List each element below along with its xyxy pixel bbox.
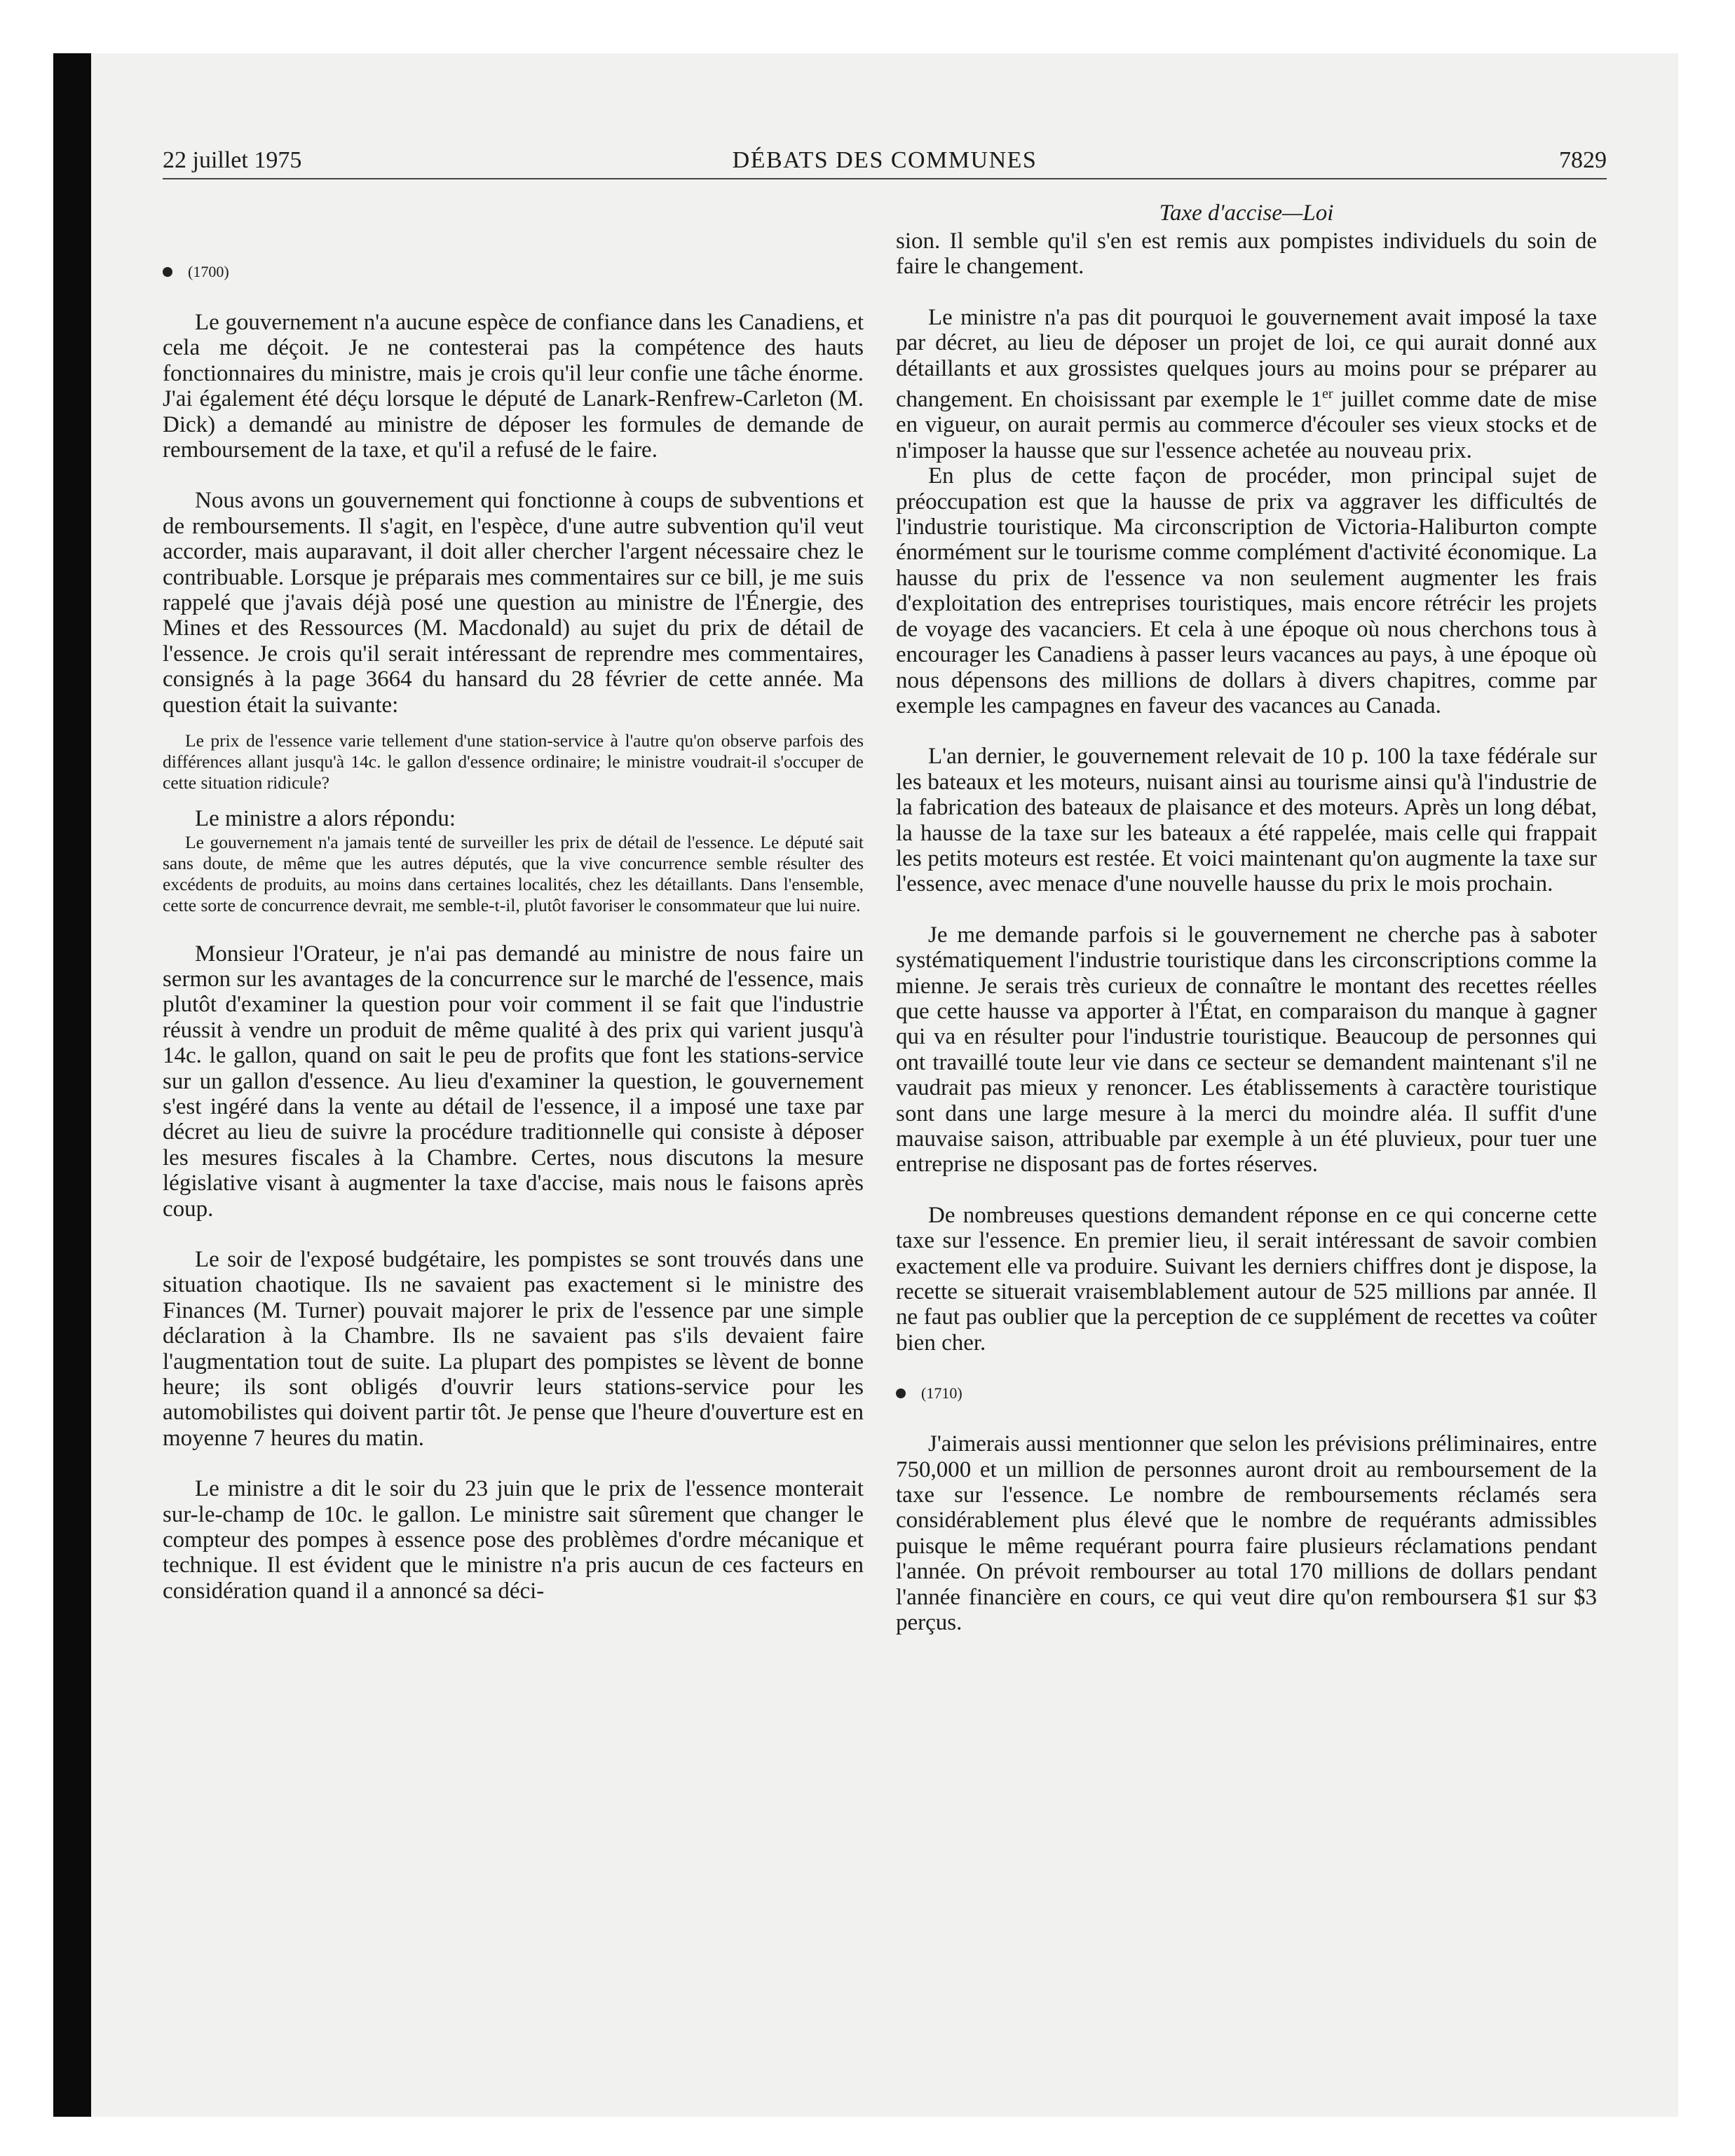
right-column (896, 199, 1597, 1636)
time-marker-text: (1710) (921, 1384, 962, 1403)
paragraph: Le gouvernement n'a aucune espèce de confiance dans les Canadiens, et cela me déçoit. Je ne contesterai pas la compétence des hauts fonctionnaires du ministre, mais je crois qu'il leur confie une tâche énorme. J'ai également été déçu lorsque le député de Lanark-Renfrew-Carleton (M. Dick) a demandé au ministre de déposer les formules de demande de remboursement de la taxe, et qu'il a refusé de le faire. (163, 310, 864, 463)
paragraph: Le soir de l'exposé budgétaire, les pompistes se sont trouvés dans une situation chaotique. Ils ne savaient pas exactement si le ministre des Finances (M. Turner) pouvait majorer le prix de l'essence par une simple déclaration à la Chambre. Ils ne savaient pas s'ils devaient faire l'augmentation tout de suite. La plupart des pompistes se lèvent de bonne heure; ils sont obligés d'ouvrir leurs stations-service pour les automobilistes qui doivent partir tôt. Je pense que l'heure d'ouverture est en moyenne 7 heures du matin. (163, 1246, 864, 1451)
header-title: DÉBATS DES COMMUNES (732, 147, 1037, 173)
header-page-number: 7829 (1559, 147, 1607, 173)
time-marker-text: (1700) (188, 263, 229, 280)
time-marker-1710 (896, 1381, 1597, 1406)
paragraph: Le ministre a alors répondu: (195, 806, 456, 832)
paragraph: Le ministre a dit le soir du 23 juin que le prix de l'essence monterait sur-le-champ de 10c. le gallon. Le ministre sait sûrement que changer le compteur des pompes à essence pose des problèmes d'ordre mécanique et technique. Il est évident que le ministre n'a pris aucun de ces facteurs en considération quand il a annoncé sa déci- (163, 1476, 864, 1604)
scan-edge-bar (53, 53, 91, 2117)
block-quote: Le gouvernement n'a jamais tenté de surveiller les prix de détail de l'essence. Le député sait sans doute, de même que les autres députés, que la vive concurrence semble résulter des excédents de produits, au moins dans certaines localités, chez les détaillants. Dans l'ensemble, cette sorte de concurrence devrait, me semble-t-il, plutôt favoriser le consommateur que lui nuire. (163, 831, 864, 915)
paragraph: De nombreuses questions demandent réponse en ce qui concerne cette taxe sur l'essence. En premier lieu, il serait intéressant de savoir combien exactement elle va produire. Suivant les derniers chiffres dont je dispose, la recette se situerait vraisemblablement autour de 525 millions par année. Il ne faut pas oublier que la perception de ce supplément de recettes va coûter bien cher. (896, 1202, 1597, 1356)
paragraph: Je me demande parfois si le gouvernement ne cherche pas à saboter systématiquement l'industrie touristique dans les circonscriptions comme la mienne. Je serais très curieux de connaître le montant des recettes réelles que cette hausse va apporter à l'État, en comparaison du manque à gagner qui va en résulter pour l'industrie touristique. Beaucoup de personnes qui ont travaillé toute leur vie dans ce secteur se demandent maintenant s'il ne vaudrait pas mieux y renoncer. Les établissements à caractère touristique sont dans une large mesure à la merci du moindre aléa. Il suffit d'une mauvaise saison, attribuable par exemple à un été pluvieux, pour tuer une entreprise ne disposant pas de fortes réserves. (896, 922, 1597, 1178)
bullet-icon (896, 1389, 906, 1398)
paragraph: Monsieur l'Orateur, je n'ai pas demandé au ministre de nous faire un sermon sur les avantages de la concurrence sur le marché de l'essence, mais plutôt d'examiner la question pour voir comment il se fait que l'industrie réussit à vendre un produit de même qualité à des prix qui varient jusqu'à 14c. le gallon, quand on sait le peu de profits que font les stations-service sur un gallon d'essence. Au lieu d'examiner la question, le gouvernement s'est ingéré dans la vente au détail de l'essence, il a imposé une taxe par décret au lieu de suivre la procédure traditionnelle qui consiste à déposer les mesures fiscales à la Chambre. Certes, nous discutons la mesure législative visant à augmenter la taxe d'accise, mais nous le faisons après coup. (163, 941, 864, 1222)
paragraph: sion. Il semble qu'il s'en est remis aux pompistes individuels du soin de faire le changement. (896, 228, 1597, 280)
paragraph: L'an dernier, le gouvernement relevait de 10 p. 100 la taxe fédérale sur les bateaux et les moteurs, nuisant ainsi au tourisme ainsi qu'à l'industrie de la fabrication des bateaux de plaisance et des moteurs. Après un long débat, la hausse de la taxe sur les bateaux a été rappelée, mais celle qui frappait les petits moteurs est restée. Et voici maintenant qu'on augmente la taxe sur l'essence, avec menace d'une nouvelle hausse du prix le mois prochain. (896, 744, 1597, 897)
bullet-icon (163, 267, 172, 277)
paragraph: J'aimerais aussi mentionner que selon les prévisions préliminaires, entre 750,000 et un million de personnes auront droit au remboursement de la taxe sur l'essence. Le nombre de remboursements réclamés sera considérablement plus élevé que le nombre de requérants admissibles puisque le même requérant pourra faire plusieurs réclamations pendant l'année. On prévoit rembourser au total 170 millions de dollars pendant l'année financière en cours, ce qui veut dire qu'on remboursera $1 sur $3 perçus. (896, 1431, 1597, 1636)
block-quote: Le prix de l'essence varie tellement d'une station-service à l'autre qu'on observe parfois des différences allant jusqu'à 14c. le gallon d'essence ordinaire; le ministre voudrait-il s'occuper de cette situation ridicule? (163, 730, 864, 793)
header-date: 22 juillet 1975 (163, 147, 302, 173)
paragraph: Le ministre n'a pas dit pourquoi le gouvernement avait imposé la taxe par décret, au lieu de déposer un projet de loi, ce qui aurait donné aux détaillants et aux grossistes quelques jours au moins pour se préparer au changement. En choisissant par exemple le 1er juillet comme date de mise en vigueur, on aurait permis au commerce d'écouler ses vieux stocks et de n'imposer la hausse que sur l'essence achetée au nouveau prix. (896, 304, 1597, 463)
paragraph: En plus de cette façon de procéder, mon principal sujet de préoccupation est que la hausse de prix va aggraver les difficultés de l'industrie touristique. Ma circonscription de Victoria-Haliburton compte énormément sur le tourisme comme complément d'activité économique. La hausse du prix de l'essence va non seulement augmenter les frais d'exploitation des entreprises touristiques, mais encore rétrécir les projets de voyage des vacanciers. Et cela à une époque où nous cherchons tous à encourager les Canadiens à passer leurs vacances au pays, à une époque où nous dépensons des millions de dollars à divers chapitres, comme par exemple les campagnes en faveur des vacances au Canada. (896, 463, 1597, 718)
paragraph: Nous avons un gouvernement qui fonctionne à coups de subventions et de remboursements. Il s'agit, en l'espèce, d'une autre subvention qu'il veut accorder, mais auparavant, il doit aller chercher l'argent nécessaire chez le contribuable. Lorsque je préparais mes commentaires sur ce bill, je me suis rappelé que j'avais déjà posé une question au ministre de l'Énergie, des Mines et des Ressources (M. Macdonald) au sujet du prix de détail de l'essence. Je crois qu'il serait intéressant de reprendre mes commentaires, consignés à la page 3664 du hansard du 28 février de cette année. Ma question était la suivante: (163, 488, 864, 718)
running-head: Taxe d'accise—Loi (1159, 200, 1334, 226)
time-marker-1700 (163, 259, 864, 285)
left-column (163, 259, 864, 1604)
page-header (163, 143, 1607, 179)
